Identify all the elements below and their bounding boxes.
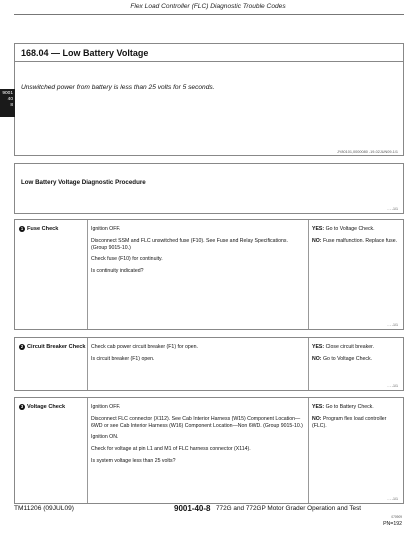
- step-instructions: [91, 404, 305, 470]
- step-circuit-breaker-check: [14, 337, 404, 391]
- yes-label: YES:: [312, 344, 325, 350]
- no-text: Program flex load controller (FLC).: [312, 415, 387, 429]
- step-number-badge: 2: [20, 344, 24, 349]
- instruction-line: Check fuse (F10) for continuity.: [91, 256, 163, 263]
- section-reference: JY80101,0000080 -19-02JUN09-1/1: [336, 150, 398, 154]
- step-name: Circuit Breaker Check: [27, 344, 86, 350]
- column-divider: [87, 338, 88, 390]
- section-side-tab: [0, 89, 15, 117]
- procedure-title: Low Battery Voltage Diagnostic Procedure: [21, 179, 146, 186]
- instruction-line: Is system voltage less than 25 volts?: [91, 457, 176, 464]
- instruction-line: Is circuit breaker (F1) open.: [91, 355, 155, 362]
- step-name: Fuse Check: [27, 226, 59, 232]
- instruction-line: Check cab power circuit breaker (F1) for open.: [91, 344, 198, 350]
- step-label: [19, 344, 85, 350]
- step-number-badge: 3: [20, 404, 24, 409]
- step-reference: - - -1/1: [387, 384, 398, 388]
- section-box: [14, 43, 404, 156]
- yes-text: Close circuit breaker.: [325, 344, 374, 350]
- no-result: [312, 416, 400, 430]
- column-divider: [87, 398, 88, 503]
- no-label: NO:: [312, 415, 322, 422]
- footer-page-code: 9001-40-8: [174, 504, 211, 513]
- procedure-reference: - - -1/1: [387, 207, 398, 211]
- step-instructions: [91, 226, 305, 280]
- step-voltage-check: [14, 397, 404, 504]
- step-label: [19, 404, 65, 410]
- step-reference: - - -1/1: [387, 497, 398, 501]
- instruction-line: Ignition OFF.: [91, 226, 121, 232]
- no-result: [312, 238, 400, 245]
- instruction-line: Ignition OFF.: [91, 404, 121, 410]
- instruction-line: Disconnect FLC connector (X112). See Cab Interior Harness (W15) Component Location—6WD or see Cab Interior Harness (W16) Component Location—Non 6WD. (Group 9015-10.): [91, 415, 303, 429]
- step-instructions: [91, 344, 305, 368]
- yes-result: [312, 226, 400, 233]
- step-fuse-check: [14, 219, 404, 330]
- footer-manual-id: TM11206 (09JUL09): [14, 505, 74, 512]
- section-title-rule: [15, 61, 403, 62]
- footer-date-code: 070909: [391, 515, 402, 519]
- page-header-title: Flex Load Controller (FLC) Diagnostic Trouble Codes: [130, 3, 286, 10]
- step-name: Voltage Check: [27, 404, 66, 410]
- yes-result: [312, 344, 400, 351]
- footer-page-number: PN=192: [383, 521, 402, 527]
- column-divider: [308, 220, 309, 329]
- side-tab-line-1: 9001: [2, 91, 13, 96]
- no-text: Fuse malfunction. Replace fuse.: [322, 237, 398, 244]
- yes-label: YES:: [312, 226, 325, 232]
- no-label: NO:: [312, 355, 322, 362]
- step-results: [312, 226, 400, 250]
- instruction-line: Is continuity indicated?: [91, 268, 144, 275]
- step-reference: - - -1/1: [387, 323, 398, 327]
- step-results: [312, 344, 400, 368]
- step-number-badge: 1: [20, 226, 24, 231]
- side-tab-line-2: 40: [7, 97, 13, 102]
- column-divider: [87, 220, 88, 329]
- procedure-box: [14, 163, 404, 214]
- column-divider: [308, 398, 309, 503]
- step-results: [312, 404, 400, 434]
- no-text: Go to Voltage Check.: [322, 355, 372, 362]
- footer-manual-title: 772G and 772GP Motor Grader Operation and Test: [216, 505, 362, 512]
- instruction-line: Disconnect SSM and FLC unswitched fuse (F10). See Fuse and Relay Specifications. (Group 9015-10.): [91, 237, 288, 251]
- yes-result: [312, 404, 400, 411]
- side-tab-line-3: 8: [10, 103, 13, 108]
- column-divider: [308, 338, 309, 390]
- yes-label: YES:: [312, 404, 325, 410]
- section-description: Unswitched power from battery is less than 25 volts for 5 seconds.: [21, 84, 215, 91]
- no-result: [312, 356, 400, 363]
- section-title: 168.04 — Low Battery Voltage: [21, 48, 149, 58]
- yes-text: Go to Battery Check.: [325, 404, 374, 410]
- yes-text: Go to Voltage Check.: [325, 226, 375, 232]
- instruction-line: Ignition ON.: [91, 434, 119, 441]
- no-label: NO:: [312, 237, 322, 244]
- step-label: [19, 226, 58, 232]
- header-divider: [14, 14, 404, 15]
- instruction-line: Check for voltage at pin L1 and M1 of FLC harness connector (X114).: [91, 446, 251, 453]
